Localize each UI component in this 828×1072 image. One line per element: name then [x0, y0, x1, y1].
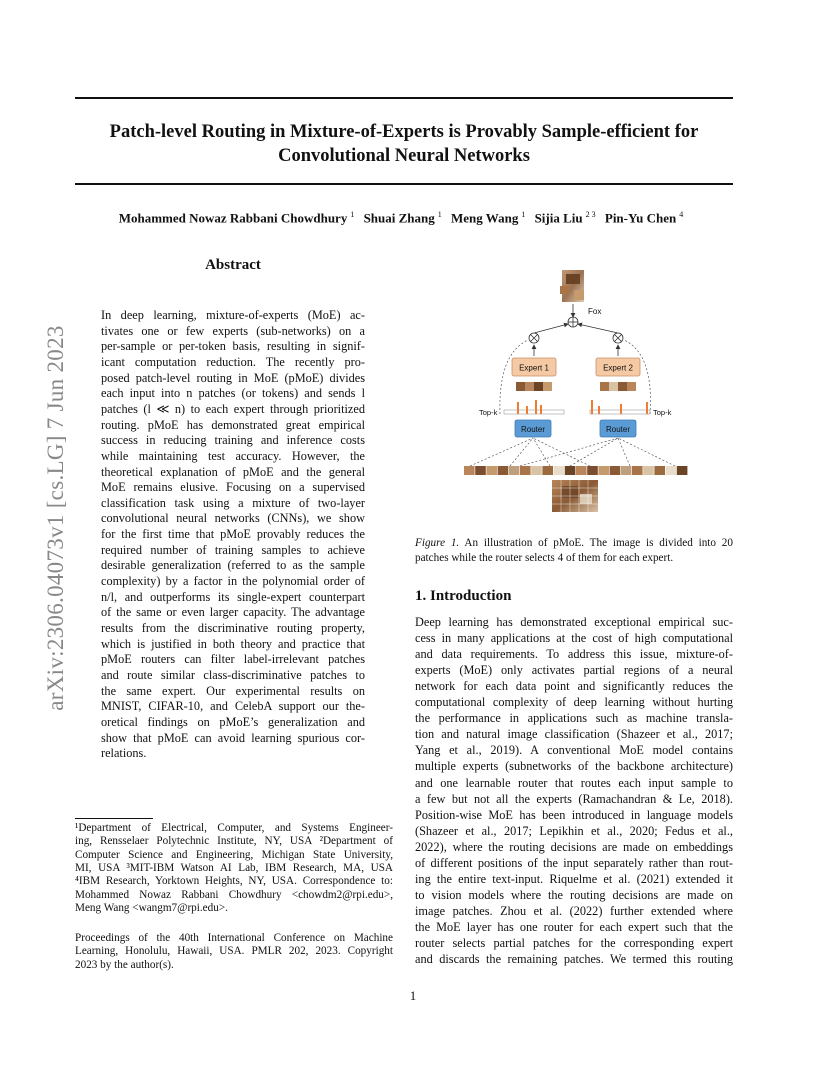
- patch: [621, 466, 632, 475]
- introduction-line: and one learnable router that routes each input sample to: [415, 775, 733, 790]
- author-name: Meng Wang: [451, 210, 519, 226]
- patch: [587, 466, 598, 475]
- introduction-line: of different positions of the input separately rather than rout-: [415, 855, 733, 870]
- abstract-heading: Abstract: [205, 257, 261, 273]
- expert-1-label: Expert 1: [519, 363, 549, 373]
- abstract-line: In deep learning, mixture-of-experts (MoE) ac-: [101, 308, 365, 322]
- top-k-bars-1: [504, 400, 564, 414]
- abstract-line: posed patch-level routing in MoE (pMoE) divides: [101, 370, 365, 385]
- footnote-line: Mohammed Nowaz Rabbani Chowdhury <chowdm2@rpi.edu>,: [75, 888, 393, 901]
- patch: [576, 466, 587, 475]
- section-heading-introduction: 1. Introduction: [415, 588, 512, 604]
- introduction-line: Deep learning has demonstrated exceptional empirical suc-: [415, 615, 733, 629]
- patch: [666, 466, 677, 475]
- abstract-line: the same expert. Our experimental results on: [101, 683, 365, 698]
- top-rule: [75, 97, 733, 99]
- router-2-label: Router: [605, 425, 631, 434]
- author-affiliation: 2 3: [585, 210, 596, 219]
- title-bottom-rule: [75, 183, 733, 185]
- proceedings-line: Learning, Honolulu, Hawaii, USA. PMLR 202, 2023. Copyright: [75, 945, 393, 958]
- abstract-line: results from the discriminative routing property,: [101, 621, 365, 635]
- arxiv-stamp: [36, 280, 66, 760]
- abstract-line: tivates one or few experts (sub-networks) on a: [101, 323, 365, 338]
- abstract-line: show that pMoE can avoid learning spurious cor-: [101, 730, 365, 745]
- introduction-line: and discards the remaining patches. We termed this routing: [415, 952, 733, 967]
- introduction-line: to vision models where the routing decisions are made on: [415, 887, 733, 902]
- top-k-label-left: Top-k: [479, 408, 498, 417]
- patch: [520, 466, 531, 475]
- figure-1-diagram: [460, 264, 700, 524]
- multiply-node-2: [613, 333, 623, 343]
- abstract-line: while maintaining test accuracy. However, the: [101, 448, 365, 463]
- patch: [610, 466, 621, 475]
- introduction-line: the performance in applications such as machine transla-: [415, 711, 733, 726]
- abstract-line: success in reducing training and inference costs: [101, 433, 365, 448]
- introduction-line: router selects partial patches for the corresponding expert: [415, 936, 733, 950]
- paper-title: [80, 120, 728, 168]
- footnote-line: ing, Rensselaer Polytechnic Institute, NY, USA ²Department of: [75, 835, 393, 848]
- abstract-line: complexity) by a factor in the polynomial order of: [101, 574, 365, 589]
- abstract-line: relations.: [101, 746, 147, 761]
- abstract-line: oretical findings on pMoE’s generalization and: [101, 714, 365, 729]
- author-name: Mohammed Nowaz Rabbani Chowdhury: [118, 210, 348, 226]
- abstract-line: which is justified in both theory and practice that: [101, 636, 365, 651]
- patch: [464, 466, 475, 475]
- abstract-line: and route similar class-discriminative patches to: [101, 667, 365, 682]
- input-image: [552, 480, 598, 512]
- figure-caption-line-1: An illustration of pMoE. The image is divided into 20: [464, 537, 733, 549]
- author-affiliation: 1: [437, 210, 442, 219]
- author-affiliation: 1: [521, 210, 526, 219]
- multiply-node-1: [529, 333, 539, 343]
- top-patch-mosaic: [560, 270, 584, 302]
- introduction-line: network for each data point and significantly reduces the: [415, 679, 733, 694]
- abstract-line: for the first time that pMoE provably reduces the: [101, 527, 365, 542]
- abstract-line: routing. pMoE has demonstrated great empirical: [101, 417, 365, 432]
- proceedings-line: Proceedings of the 40th International Conference on Machine: [75, 932, 393, 944]
- abstract-line: pMoE routers can filter label-irrelevant patches: [101, 652, 365, 667]
- patch: [554, 466, 565, 475]
- patch: [486, 466, 497, 475]
- patch: [565, 466, 576, 475]
- abstract-line: convolutional neural networks (CNNs), we show: [101, 511, 365, 526]
- abstract-line: of the same or even larger capacity. The advantage: [101, 605, 365, 620]
- arxiv-stamp-text: arXiv:2306.04073v1 [cs.LG] 7 Jun 2023: [43, 325, 68, 711]
- abstract-line: MNIST, CIFAR-10, and CelebA support our the-: [101, 699, 365, 714]
- routing-arrows: [470, 438, 675, 466]
- introduction-line: multiple experts (subnetworks of the backbone architecture): [415, 759, 733, 774]
- patch: [509, 466, 520, 475]
- introduction-line: computational complexity of deep learning without hurting: [415, 695, 733, 710]
- figure-caption-line-2: patches while the router selects 4 of them for each expert.: [415, 552, 674, 564]
- patch: [598, 466, 609, 475]
- expert-2-label: Expert 2: [603, 363, 633, 373]
- introduction-line: and data requirements. To address this issue, mixture-of-: [415, 647, 733, 662]
- introduction-line: Yang et al., 2019). A conventional MoE model contains: [415, 743, 733, 758]
- introduction-line: 2022), where the routing decisions are made on embeddings: [415, 839, 733, 854]
- expert-1-patches: [516, 382, 552, 391]
- abstract-line: MoE remains elusive. Focusing on a supervised: [101, 480, 365, 495]
- introduction-line: image patches. Zhou et al. (2022) further extended where: [415, 903, 733, 918]
- abstract-line: required number of training samples to achieve: [101, 542, 365, 557]
- footnote-line: MI, USA ³MIT-IBM Watson AI Lab, IBM Research, MA, USA: [75, 861, 393, 874]
- author-affiliation: 4: [679, 210, 684, 219]
- footnote-line: Computer Science and Engineering, Michigan State University,: [75, 848, 393, 861]
- introduction-line: tion and natural image classification (Shazeer et al., 2017;: [415, 727, 733, 742]
- patch: [654, 466, 665, 475]
- footnote-line: Meng Wang <wangm7@rpi.edu>.: [75, 901, 228, 914]
- introduction-line: a few but not all the experts (Ramachandran & Le, 2018).: [415, 791, 733, 806]
- patch: [643, 466, 654, 475]
- top-k-bars-2: [590, 400, 650, 414]
- introduction-line: Position-wise MoE has been introduced in language models: [415, 807, 733, 822]
- patch: [498, 466, 509, 475]
- page-number: 1: [409, 988, 417, 1003]
- figure-caption: [415, 536, 733, 566]
- author-list: [60, 210, 748, 226]
- author-name: Sijia Liu: [534, 210, 583, 226]
- patch: [632, 466, 643, 475]
- title-line-1: Patch-level Routing in Mixture-of-Experts is Provably Sample-efficient for: [109, 122, 699, 142]
- introduction-line: the MoE layer has one router for each expert such that the: [415, 919, 733, 934]
- patch: [677, 466, 688, 475]
- top-k-label-right: Top-k: [653, 408, 672, 417]
- abstract-line: classification task using a mixture of two-layer: [101, 495, 365, 510]
- patch: [475, 466, 486, 475]
- abstract-line: each input into n patches (or tokens) and sends l: [101, 386, 365, 401]
- expert-2-patches: [600, 382, 636, 391]
- author-name: Pin-Yu Chen: [604, 210, 677, 226]
- abstract-line: desirable generalization (referred to as the sample: [101, 558, 365, 573]
- figure-caption-label: Figure 1.: [415, 537, 460, 549]
- abstract-line: patches (l ≪ n) to each expert through prioritized: [101, 401, 365, 416]
- introduction-line: experts (MoE) only activates partial regions of a neural: [415, 663, 733, 678]
- author-name: Shuai Zhang: [363, 210, 435, 226]
- router-1-label: Router: [520, 425, 546, 434]
- abstract-line: per-sample or per-token basis, resulting in signif-: [101, 339, 365, 354]
- abstract-line: n/l, and outperforms its single-expert counterpart: [101, 589, 365, 604]
- fox-label: Fox: [588, 307, 602, 316]
- patch: [542, 466, 553, 475]
- proceedings-line: 2023 by the author(s).: [75, 958, 174, 971]
- footnote-line: ⁴IBM Research, Yorktown Heights, NY, USA. Correspondence to:: [75, 875, 393, 888]
- abstract-line: theoretical explanation of pMoE and the general: [101, 464, 365, 479]
- footnote-rule: [75, 818, 153, 819]
- introduction-line: (Shazeer et al., 2017; Lepikhin et al., 2020; Fedus et al.,: [415, 823, 733, 838]
- introduction-line: ing the entire text-input. Riquelme et al. (2021) extended it: [415, 871, 733, 886]
- patch-strip: [464, 466, 687, 475]
- footnote-line: ¹Department of Electrical, Computer, and Systems Engineer-: [75, 822, 393, 834]
- title-line-2: Convolutional Neural Networks: [278, 146, 530, 166]
- introduction-line: cess in many applications at the cost of high computational: [415, 631, 733, 646]
- patch: [531, 466, 542, 475]
- author-affiliation: 1: [350, 210, 355, 219]
- abstract-line: icant computation reduction. The recently pro-: [101, 354, 365, 369]
